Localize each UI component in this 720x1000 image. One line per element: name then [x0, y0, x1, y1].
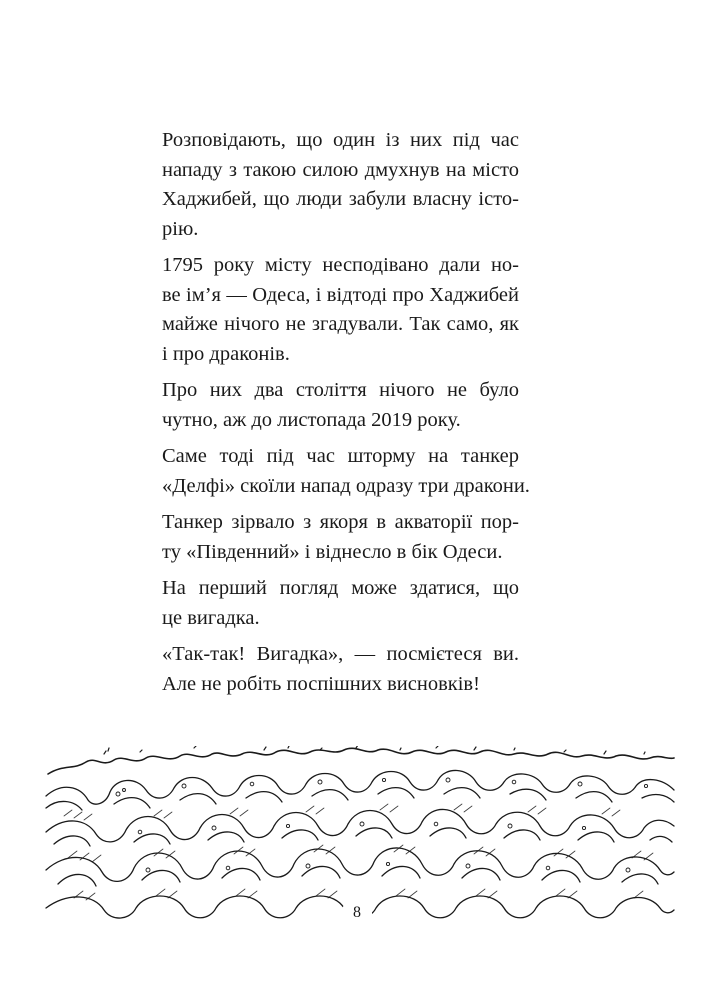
text-line: 1795 року місту несподівано дали но- [162, 254, 519, 276]
page-number: 8 [342, 904, 372, 922]
text-line: чутно, аж до листопада 2019 року. [162, 408, 461, 431]
text-line: Саме тоді під час шторму на танкер [162, 445, 519, 467]
text-line: Але не робіть поспішних висновків! [162, 672, 480, 695]
text-line: майже нічого не згадували. Так само, як [162, 313, 519, 335]
text-line: нападу з такою силою дмухнув на місто [162, 158, 519, 181]
text-line: рію. [162, 217, 199, 240]
text-line: Хаджибей, що люди забули власну істо- [162, 188, 519, 210]
paragraph [133, 508, 519, 567]
text-line: Розповідають, що один із них під час [162, 129, 519, 151]
text-line: це вигадка. [162, 606, 260, 629]
text-line: «Делфі» скоїли напад одразу три дракони. [162, 474, 530, 497]
text-line: Про них два століття нічого не було [162, 379, 519, 401]
paragraph [133, 251, 519, 369]
text-line: «Так-так! Вигадка», — посмієтеся ви. [162, 643, 519, 665]
text-line: Танкер зірвало з якоря в акваторії пор- [162, 511, 519, 533]
body-text [133, 126, 530, 706]
paragraph [133, 126, 519, 244]
paragraph [133, 442, 530, 501]
sea-waves-illustration [44, 746, 676, 926]
paragraph [133, 640, 519, 699]
text-line: ве ім’я — Одеса, і відтоді про Хаджибей [162, 283, 519, 306]
text-line: і про драконів. [162, 342, 290, 365]
text-line: На перший погляд може здатися, що [162, 577, 519, 599]
text-line: ту «Південний» і віднесло в бік Одеси. [162, 540, 503, 563]
paragraph [133, 574, 519, 633]
paragraph [133, 376, 519, 435]
